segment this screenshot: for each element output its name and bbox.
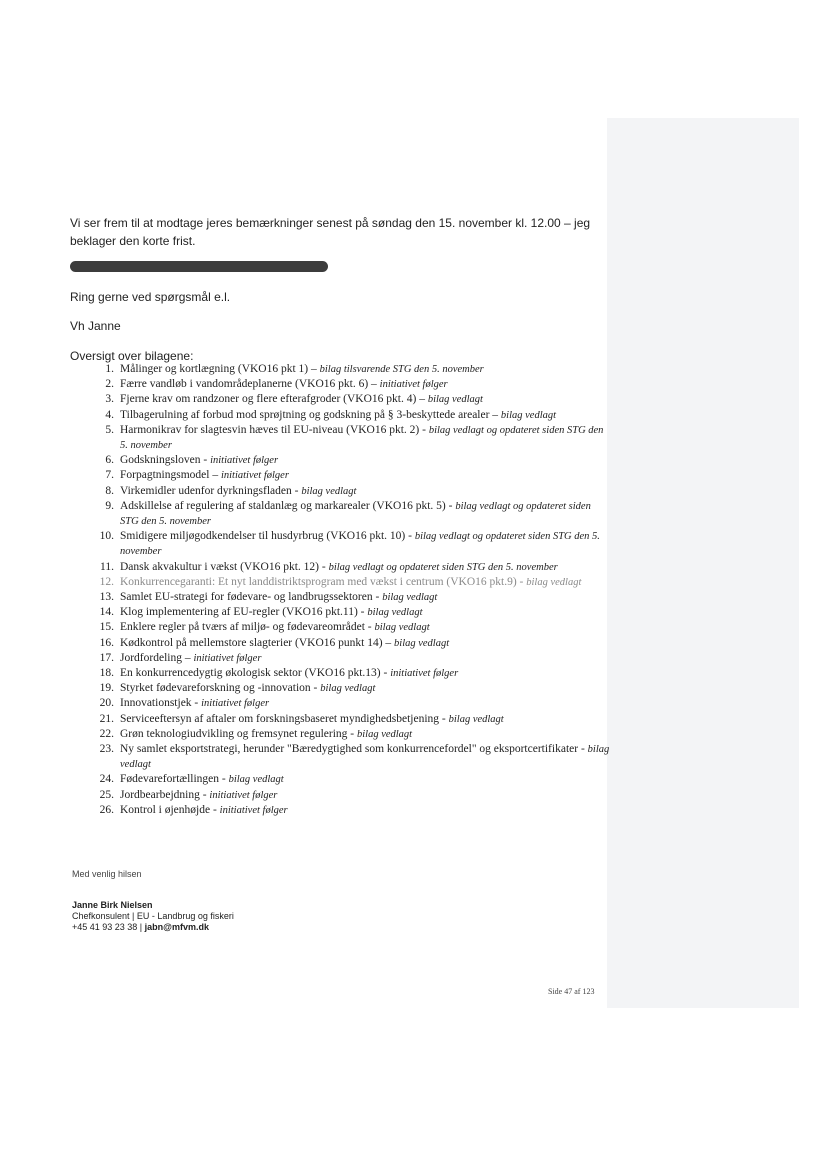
item-text: Målinger og kortlægning (VKO16 pkt 1) – [120,363,317,375]
item-text: Fjerne krav om randzoner og flere efterafgroder (VKO16 pkt. 4) – [120,393,425,406]
item-status: initiativet følger [201,698,270,710]
list-item [92,575,612,590]
item-status: initiativet følger [220,470,289,482]
item-status: bilag vedlagt [382,592,438,604]
page-number: Side 47 af 123 [548,987,595,996]
list-item [92,681,612,696]
item-number: 8. [105,484,114,497]
item-number: 14. [99,606,114,619]
item-text: Styrket fødevareforskning og -innovation - [120,682,318,695]
item-text: Harmonikrav for slagtesvin hæves til EU-niveau (VKO16 pkt. 2) - [120,423,426,436]
list-item [92,666,612,681]
item-number: 24. [99,773,114,786]
list-item [92,392,612,407]
item-text: Tilbagerulning af forbud mod sprøjtning og godskning på § 3-beskyttede arealer – [120,408,499,421]
item-text: Forpagtningsmodel – [120,469,219,482]
item-status: bilag tilsvarende STG den 5. november [319,364,484,375]
item-status: bilag vedlagt [301,485,357,497]
item-number: 11. [100,560,114,573]
item-status: bilag vedlagt [448,713,504,725]
item-text: Smidigere miljøgodkendelser til husdyrbrug (VKO16 pkt. 10) - [120,530,412,543]
list-item [92,408,612,423]
redacted-block [70,261,328,272]
intro-paragraph: Vi ser frem til at modtage jeres bemærkninger senest på søndag den 15. november kl. 12.00 – jeg beklager den korte frist. [70,216,591,248]
item-number: 20. [99,697,114,710]
item-text: Konkurrencegaranti: Et nyt landdistriktsprogram med vækst i centrum (VKO16 pkt.9) - [120,575,524,588]
item-number: 5. [105,423,114,436]
list-item [92,727,612,742]
list-item [92,362,612,377]
item-status: bilag vedlagt og opdateret siden STG den 5. november [120,424,604,452]
item-number: 23. [99,743,114,756]
item-number: 10. [99,530,114,543]
item-status: initiativet følger [209,789,278,801]
signature-name: Janne Birk Nielsen [72,900,153,910]
list-item [92,605,612,620]
item-status: bilag vedlagt [320,683,376,695]
item-status: bilag vedlagt og opdateret siden STG den 5. november [120,531,600,558]
item-number: 9. [105,499,114,512]
signature-block [72,900,234,933]
item-number: 21. [99,712,114,725]
item-text: Færre vandløb i vandområdeplanerne (VKO16 pkt. 6) – [120,378,377,391]
item-text: Dansk akvakultur i vækst (VKO16 pkt. 12) - [120,560,326,573]
item-text: En konkurrencedygtig økologisk sektor (VKO16 pkt.13) - [120,667,388,680]
list-item [92,696,612,711]
item-text: Fødevarefortællingen - [120,773,226,786]
item-status: initiativet følger [193,652,262,664]
item-text: Ny samlet eksportstrategi, herunder "Bæredygtighed som konkurrencefordel" og eksportcertifikater - [120,743,585,756]
item-number: 19. [99,682,114,695]
item-text: Jordfordeling – [120,651,191,664]
item-status: bilag vedlagt [374,622,430,634]
item-status: bilag vedlagt [526,576,582,588]
item-number: 18. [99,667,114,680]
list-item [92,468,612,483]
item-number: 12. [99,575,114,588]
item-status: bilag vedlagt [394,637,450,649]
item-number: 3. [105,393,114,406]
item-text: Jordbearbejdning - [120,788,207,801]
list-item [92,803,612,818]
item-status: bilag vedlagt [356,728,413,740]
item-status: bilag vedlagt [367,607,423,619]
list-item [92,742,612,772]
item-number: 16. [99,636,114,649]
attachment-list [92,362,612,818]
item-text: Grøn teknologiudvikling og fremsynet regulering - [120,727,355,740]
signature-contact [72,922,234,933]
item-number: 13. [99,591,114,604]
signature-phone: +45 41 93 23 38 | [72,922,143,932]
greeting-line: Vh Janne [70,319,121,333]
item-text: Samlet EU-strategi for fødevare- og landbrugssektoren - [120,591,380,604]
item-text: Godskningsloven - [120,454,208,467]
item-status: initiativet følger [390,668,459,680]
signature-title: Chefkonsulent | EU - Landbrug og fiskeri [72,911,234,921]
item-status: initiativet følger [379,379,448,391]
list-item [92,590,612,605]
item-text: Virkemidler udenfor dyrkningsfladen - [120,484,299,497]
item-status: initiativet følger [219,804,288,816]
list-item [92,453,612,468]
item-number: 17. [99,651,114,664]
list-item [92,651,612,666]
item-number: 6. [105,454,114,467]
item-status: bilag vedlagt [427,394,483,406]
item-number: 7. [105,469,114,482]
item-number: 22. [99,727,114,740]
item-text: Kontrol i øjenhøjde - [120,803,217,816]
list-item [92,377,612,392]
item-text: Klog implementering af EU-regler (VKO16 pkt.11) - [120,606,365,619]
call-line: Ring gerne ved spørgsmål e.l. [70,290,231,304]
closing-line: Med venlig hilsen [72,869,142,879]
item-number: 1. [105,363,114,375]
item-status: bilag vedlagt [500,409,557,421]
item-text: Kødkontrol på mellemstore slagterier (VKO16 punkt 14) – [120,636,392,649]
list-item [92,499,612,529]
item-number: 2. [105,378,114,391]
list-item [92,560,612,575]
list-item [92,620,612,635]
item-status: bilag vedlagt [228,774,284,786]
signature-email[interactable]: jabn@mfvm.dk [144,922,209,932]
list-heading: Oversigt over bilagene: [70,349,194,363]
list-item [92,712,612,727]
item-status: bilag vedlagt [120,744,610,771]
list-item [92,529,612,559]
item-number: 4. [105,408,114,421]
item-number: 15. [99,621,114,634]
item-text: Adskillelse af regulering af staldanlæg og markarealer (VKO16 pkt. 5) - [120,499,453,512]
item-status: bilag vedlagt og opdateret siden STG den 5. november [328,561,558,573]
margin-panel [607,118,799,1008]
list-item [92,636,612,651]
item-status: initiativet følger [210,455,279,467]
item-text: Enklere regler på tværs af miljø- og fødevareområdet - [120,621,372,634]
item-number: 25. [99,788,114,801]
item-status: bilag vedlagt og opdateret siden STG den 5. november [120,500,591,528]
list-item [92,484,612,499]
list-item [92,772,612,787]
item-number: 26. [99,803,114,816]
item-text: Serviceeftersyn af aftaler om forskningsbaseret myndighedsbetjening - [120,712,446,725]
list-item [92,423,612,453]
item-text: Innovationstjek - [120,697,199,710]
list-item [92,788,612,803]
